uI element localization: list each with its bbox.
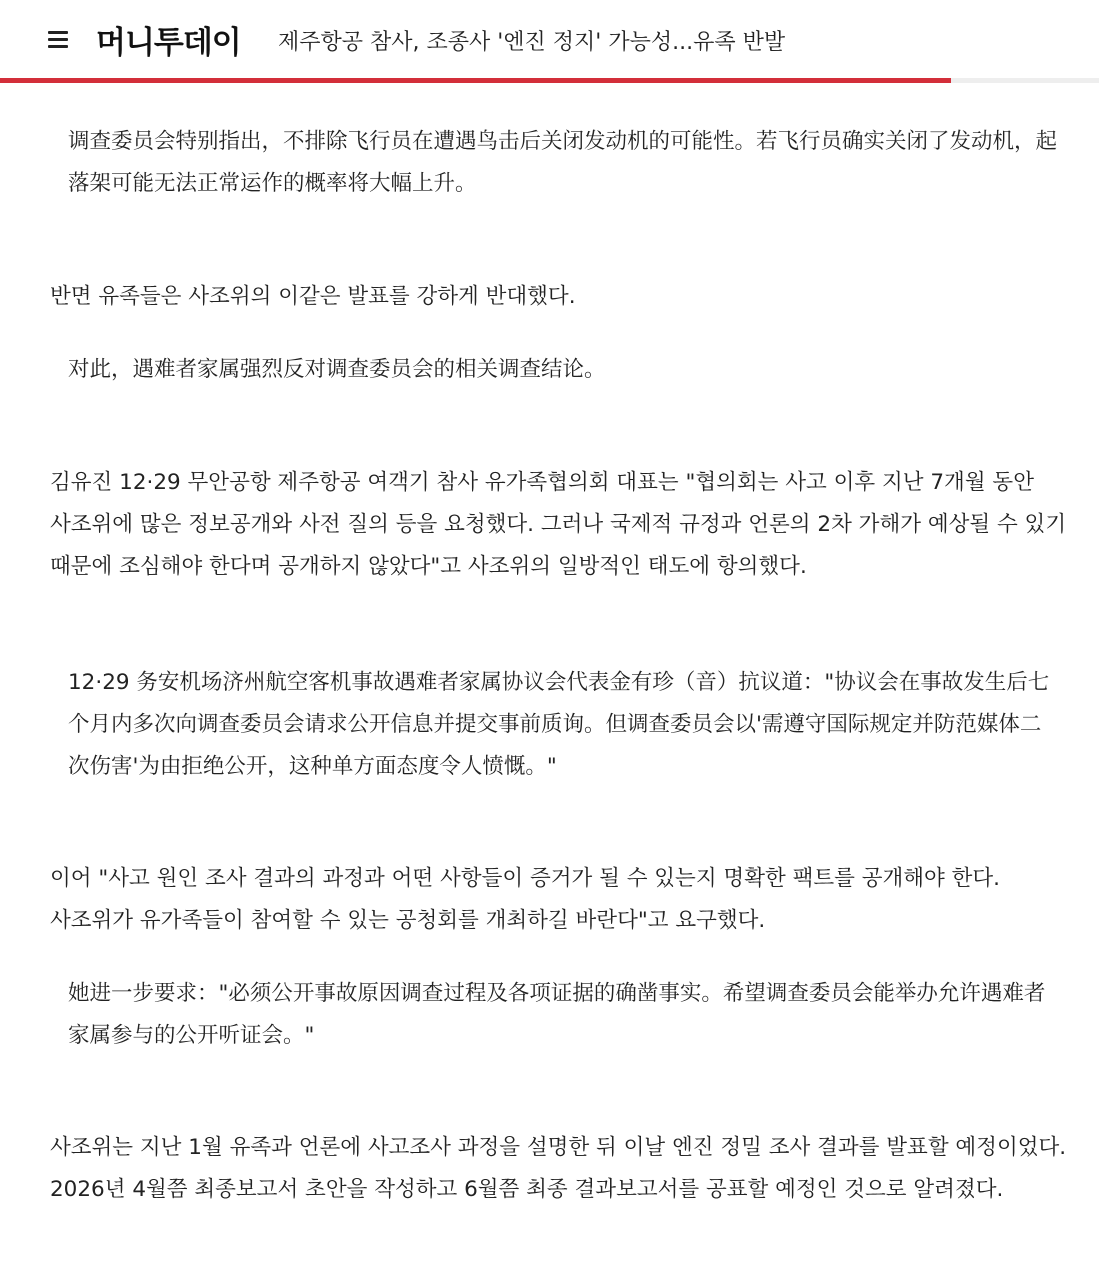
article-paragraph: 반면 유족들은 사조위의 이같은 발표를 강하게 반대했다. [50,284,576,309]
reading-progress-bar [0,78,1099,83]
article-paragraph-translation: 12·29 务安机场济州航空客机事故遇难者家属协议会代表金有珍（音）抗议道："协议会在事故发生后七个月内多次向调查委员会请求公开信息并提交事前质询。但调查委员会以'需遵守国际规定并防范媒体二次伤害'为由拒绝公开，这种单方面态度令人愤慨。" [68,670,1050,779]
article-paragraph: 사조위는 지난 1월 유족과 언론에 사고조사 과정을 설명한 뒤 이날 엔진 정밀 조사 결과를 발표할 예정이었다. 2026년 4월쯤 최종보고서 초안을 작성하고 6월쯤 최종 결과보고서를 공표할 예정인 것으로 알려졌다. [50,1135,1067,1202]
site-logo[interactable]: 머니투데이 [96,25,241,61]
article-paragraph: 이어 "사고 원인 조사 결과의 과정과 어떤 사항들이 증거가 될 수 있는지 명확한 팩트를 공개해야 한다. 사조위가 유가족들이 참여할 수 있는 공청회를 개최하길 바란다"고 요구했다. [50,866,1001,933]
article-paragraph-translation: 她进一步要求："必须公开事故原因调查过程及各项证据的确凿事实。希望调查委员会能举办允许遇难者家属参与的公开听证会。" [68,981,1046,1048]
article-paragraph: 김유진 12·29 무안공항 제주항공 여객기 참사 유가족협의회 대표는 "협의회는 사고 이후 지난 7개월 동안 사조위에 많은 정보공개와 사전 질의 등을 요청했다. 그러나 국제적 규정과 언론의 2차 가해가 예상될 수 있기 때문에 조심해야 한다며 공개하지 않았다"고 사조위의 일방적인 태도에 항의했다. [50,470,1067,579]
reading-progress-fill [0,78,951,83]
hamburger-menu-icon[interactable] [48,31,68,48]
site-header [0,0,1099,80]
article-paragraph-translation: 对此，遇难者家属强烈反对调查委员会的相关调查结论。 [68,357,606,382]
article-paragraph-translation: 调查委员会特别指出，不排除飞行员在遭遇鸟击后关闭发动机的可能性。若飞行员确实关闭了发动机，起落架可能无法正常运作的概率将大幅上升。 [68,129,1058,196]
article-headline: 제주항공 참사, 조종사 '엔진 정지' 가능성...유족 반발 [278,30,786,55]
